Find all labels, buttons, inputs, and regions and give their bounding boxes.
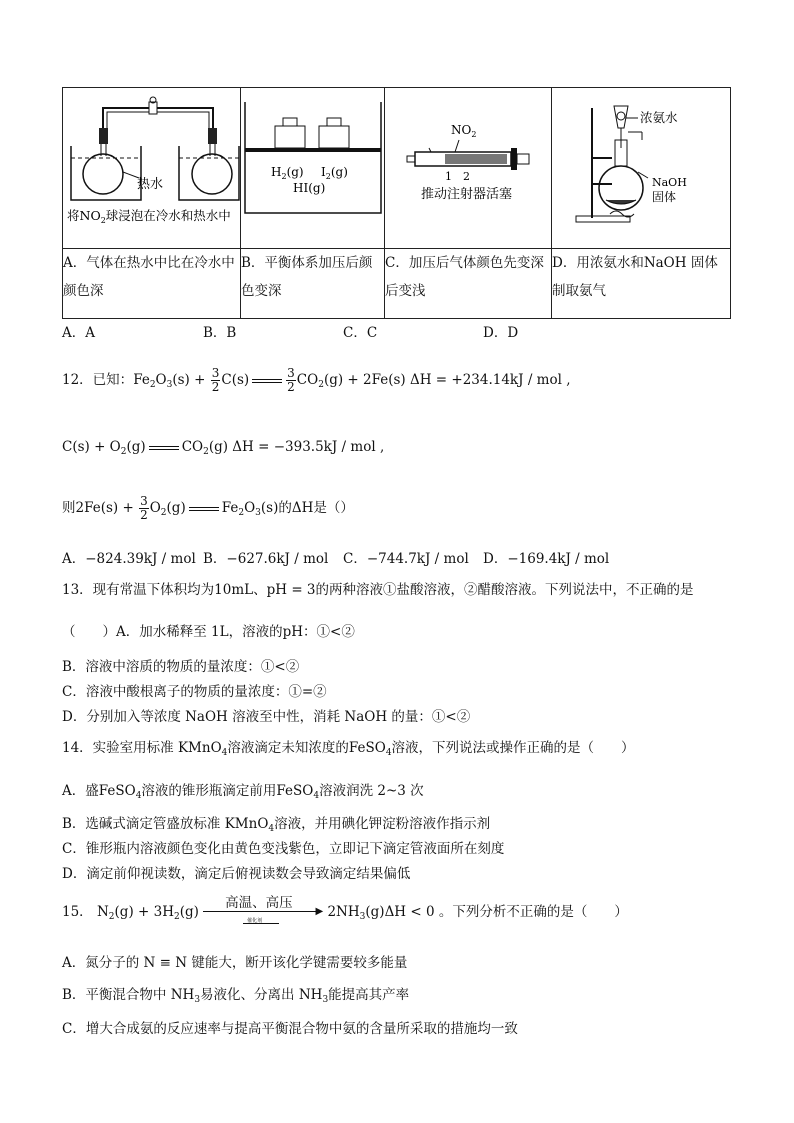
q12-equation-2: $C(s) + O_2(g)$ $CO_2(g) \Delta H = -393.5kJ$ / mol ,: [62, 439, 385, 457]
q12-equation-1: 12．已知：$Fe_2O_3(s)$ + $\frac{3}{2}$ C(s) $\frac{3}{2}$ $CO_2(g) + 2Fe(s) \Delta H = +234.14kJ$ / mol ,: [62, 366, 571, 394]
reversible-arrow: 高温、高压 ▶ 催化剂: [203, 903, 323, 923]
condition-bottom: 催化剂: [247, 917, 263, 924]
q11-option-b: B．B: [203, 325, 237, 341]
q15-stem: 15． $N_2(g) + 3H_2(g)$ 高温、高压 ▶ 催化剂 $2NH_3(g)\Delta H < 0$ 。下列分析不正确的是（ ）: [62, 900, 628, 923]
mark-1: 1: [445, 170, 452, 183]
q13-stem: 13．现有常温下体积均为10mL、pH = 3的两种溶液①盐酸溶液，②醋酸溶液。下列说法中，不正确的是: [62, 582, 694, 598]
q13-option-d: D．分别加入等浓度 NaOH 溶液至中性，消耗 NaOH 的量：①<②: [62, 709, 471, 725]
hi-label: HI(g): [293, 181, 326, 195]
mark-2: 2: [463, 170, 470, 183]
fraction: $\frac{3}{2}$: [287, 366, 295, 394]
caption-c: C．加压后气体颜色先变深后变浅: [385, 249, 552, 319]
figure-c-syringe: [385, 88, 551, 244]
figure-b-cell: [241, 88, 385, 249]
q11-option-d: D．D: [483, 325, 519, 341]
q13-option-b: B．溶液中溶质的物质的量浓度：①<②: [62, 659, 300, 675]
no2-label: $NO_2$: [451, 123, 477, 139]
q11-option-a: A．A: [62, 325, 95, 341]
caption-d: D．用浓氨水和NaOH 固体制取氨气: [552, 249, 731, 319]
equals-arrow: [149, 446, 179, 450]
q12-question: 则2Fe(s) + $\frac{3}{2}$ $O_2(g)$ $Fe_2O_3(s)$的ΔH是（）: [62, 494, 354, 522]
figure-a-flasks: [63, 88, 240, 244]
q12-option-a: A．−824.39kJ / mol: [62, 551, 196, 567]
experiment-table: [62, 87, 731, 319]
figure-c-caption: 推动注射器活塞: [421, 187, 513, 202]
q15-option-c: C．增大合成氨的反应速率与提高平衡混合物中氨的含量所采取的措施均一致: [62, 1021, 518, 1037]
q14-stem: 14．实验室用标准 KMnO$_4$溶液滴定未知浓度的FeSO$_4$溶液，下列说法或操作正确的是（ ）: [62, 740, 635, 758]
equals-arrow: [189, 507, 219, 511]
condition-top: 高温、高压: [225, 894, 293, 911]
q12-dh2: ΔH = −393.5kJ / mol: [232, 439, 376, 455]
naoh-label: NaOH: [652, 176, 687, 189]
hot-water-label: 热水: [137, 177, 164, 192]
q14-option-a: A．盛FeSO$_4$溶液的锥形瓶滴定前用FeSO$_4$溶液润洗 2~3 次: [62, 783, 424, 801]
q11-option-c: C．C: [343, 325, 378, 341]
q12-option-c: C．−744.7kJ / mol: [343, 551, 469, 567]
caption-b: B．平衡体系加压后颜色变深: [241, 249, 385, 319]
figure-a-caption: 将$NO_2$球浸泡在冷水和热水中: [67, 208, 231, 225]
q13-line-2: （ ）A．加水稀释至 1L，溶液的pH：①<②: [62, 624, 355, 640]
q15-option-a: A．氮分子的 N ≡ N 键能大，断开该化学键需要较多能量: [62, 955, 408, 971]
figure-d-cell: [552, 88, 731, 249]
q14-option-b: B．选碱式滴定管盛放标准 KMnO$_4$溶液，并用碘化钾淀粉溶液作指示剂: [62, 816, 491, 834]
solid-label: 固体: [652, 190, 677, 204]
h2-label: $H_2(g)$: [271, 165, 304, 181]
caption-a: A．气体在热水中比在冷水中颜色深: [63, 249, 241, 319]
fraction: $\frac{3}{2}$: [211, 366, 220, 394]
q14-option-c: C．锥形瓶内溶液颜色变化由黄色变浅紫色，立即记下滴定管液面所在刻度: [62, 841, 505, 857]
q15-tail: ΔH < 0 。下列分析不正确的是（ ）: [384, 904, 628, 920]
q12-prefix: 12．已知：: [62, 372, 134, 388]
figure-b-weights: [241, 88, 384, 244]
figure-a-cell: [63, 88, 241, 249]
q12-dh1: ΔH = +234.14kJ / mol: [409, 372, 562, 388]
q14-option-d: D．滴定前仰视读数，滴定后俯视读数会导致滴定结果偏低: [62, 866, 411, 882]
q13-option-c: C．溶液中酸根离子的物质的量浓度：①=②: [62, 684, 327, 700]
q15-option-b: B．平衡混合物中 $NH_3$易液化、分离出 $NH_3$能提高其产率: [62, 987, 410, 1005]
equals-arrow: [252, 379, 282, 383]
ammonia-label: 浓氨水: [640, 110, 678, 125]
figure-d-apparatus: [552, 88, 730, 244]
figure-c-cell: [385, 88, 552, 249]
q12-option-b: B．−627.6kJ / mol: [203, 551, 329, 567]
fraction: $\frac{3}{2}$: [140, 494, 148, 522]
i2-label: $I_2(g)$: [321, 165, 348, 181]
q12-option-d: D．−169.4kJ / mol: [483, 551, 610, 567]
